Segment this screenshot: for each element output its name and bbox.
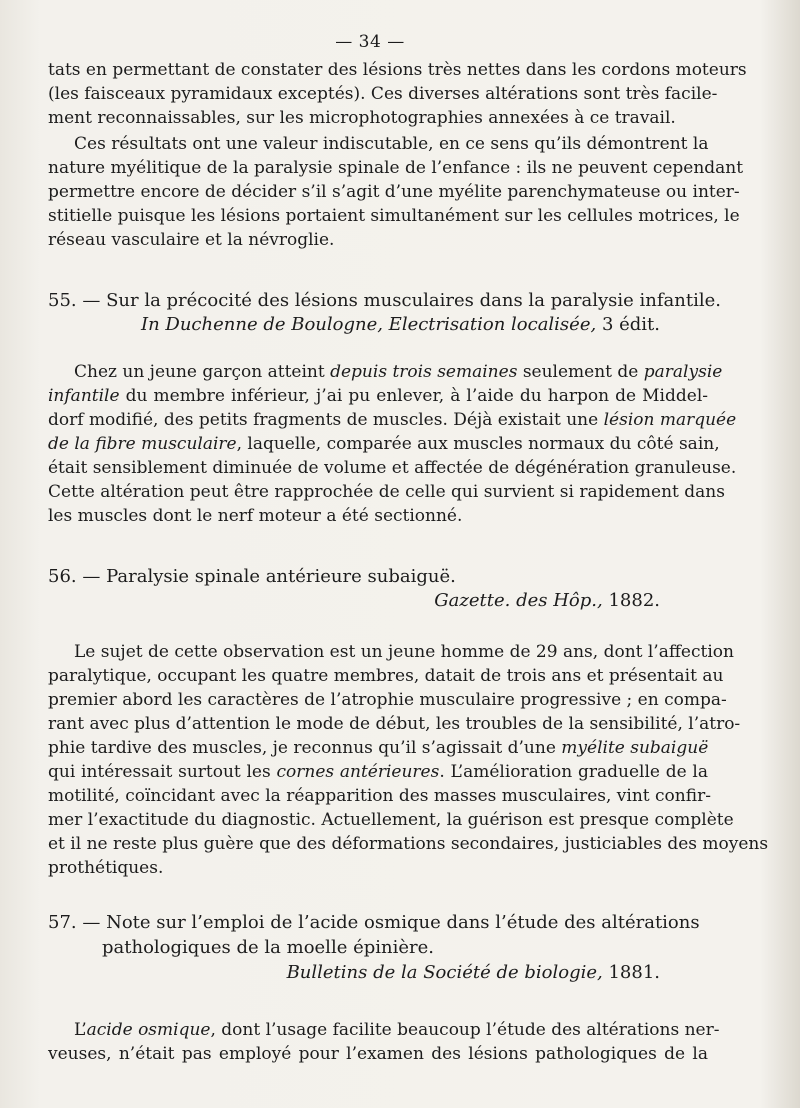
text-line: et il ne reste plus guère que des déformations secondaires, justiciables des moyens <box>48 834 769 854</box>
text-line: prothétiques. <box>48 858 164 878</box>
text-line: (les faisceaux pyramidaux exceptés). Ces diverses altérations sont très facile- <box>48 84 718 104</box>
section-56-source <box>434 590 660 611</box>
section-55-source <box>141 314 660 335</box>
text-line: de la fibre musculaire, laquelle, comparée aux muscles normaux du côté sain, <box>48 434 720 454</box>
text-line: L’acide osmique, dont l’usage facilite beaucoup l’étude des altérations ner- <box>74 1020 720 1040</box>
text-line: nature myélitique de la paralysie spinale de l’enfance : ils ne peuvent cependant <box>48 158 744 178</box>
section-56-heading: 56. — Paralysie spinale antérieure subaiguë. <box>48 566 456 587</box>
text-line: tats en permettant de constater des lésions très nettes dans les cordons moteurs <box>48 60 747 80</box>
text-line: rant avec plus d’attention le mode de début, les troubles de la sensibilité, l’atro- <box>48 714 741 734</box>
source-citation: In Duchenne de Boulogne, Electrisation localisée, <box>140 314 597 335</box>
text-line: permettre encore de décider s’il s’agit d’une myélite parenchymateuse ou inter- <box>48 182 740 202</box>
section-57-heading-cont: pathologiques de la moelle épinière. <box>102 937 434 958</box>
text-line: réseau vasculaire et la névroglie. <box>48 230 335 250</box>
text-line: veuses, n’était pas employé pour l’examen des lésions pathologiques de la <box>48 1044 708 1064</box>
text-line: motilité, coïncidant avec la réapparition des masses musculaires, vint confir- <box>48 786 711 806</box>
intro-paragraph <box>48 58 747 130</box>
text-line: Cette altération peut être rapprochée de celle qui survient si rapidement dans <box>48 482 725 502</box>
text-line: qui intéressait surtout les cornes antérieures. L’amélioration graduelle de la <box>48 762 708 782</box>
text-line: premier abord les caractères de l’atrophie musculaire progressive ; en compa- <box>48 690 727 710</box>
text-line: dorf modifié, des petits fragments de muscles. Déjà existait une lésion marquée <box>48 410 737 430</box>
text-line: infantile du membre inférieur, j’ai pu enlever, à l’aide du harpon de Middel- <box>48 386 708 406</box>
text-line: paralytique, occupant les quatre membres, datait de trois ans et présentait au <box>48 666 724 686</box>
source-citation: Bulletins de la Société de biologie, <box>286 962 603 983</box>
section-57-source <box>287 962 660 983</box>
section-57-body <box>48 1018 720 1066</box>
text-line: Ces résultats ont une valeur indiscutable, en ce sens qu’ils démontrent la <box>74 134 709 154</box>
text-line: était sensiblement diminuée de volume et affectée de dégénération granuleuse. <box>48 458 737 478</box>
source-year: 1881. <box>608 962 660 983</box>
text-line: ment reconnaissables, sur les microphotographies annexées à ce travail. <box>48 108 676 128</box>
source-edition: 3 édit. <box>601 314 660 335</box>
results-paragraph <box>48 132 744 252</box>
text-line: stitielle puisque les lésions portaient simultanément sur les cellules motrices, le <box>48 206 740 226</box>
section-57-heading: 57. — Note sur l’emploi de l’acide osmique dans l’étude des altérations <box>48 912 700 933</box>
section-55-heading: 55. — Sur la précocité des lésions musculaires dans la paralysie infantile. <box>48 290 721 311</box>
text-line: Le sujet de cette observation est un jeune homme de 29 ans, dont l’affection <box>74 642 734 662</box>
text-line: les muscles dont le nerf moteur a été sectionné. <box>48 506 463 526</box>
source-year: 1882. <box>608 590 660 611</box>
section-56-body <box>48 640 769 880</box>
text-line: Chez un jeune garçon atteint depuis trois semaines seulement de paralysie <box>74 362 723 382</box>
section-55-body <box>48 360 737 528</box>
source-citation: Gazette. des Hôp., <box>434 590 603 611</box>
text-line: mer l’exactitude du diagnostic. Actuellement, la guérison est presque complète <box>48 810 734 830</box>
page-number: — 34 — <box>335 32 405 52</box>
text-line: phie tardive des muscles, je reconnus qu’il s’agissait d’une myélite subaiguë <box>48 738 709 758</box>
